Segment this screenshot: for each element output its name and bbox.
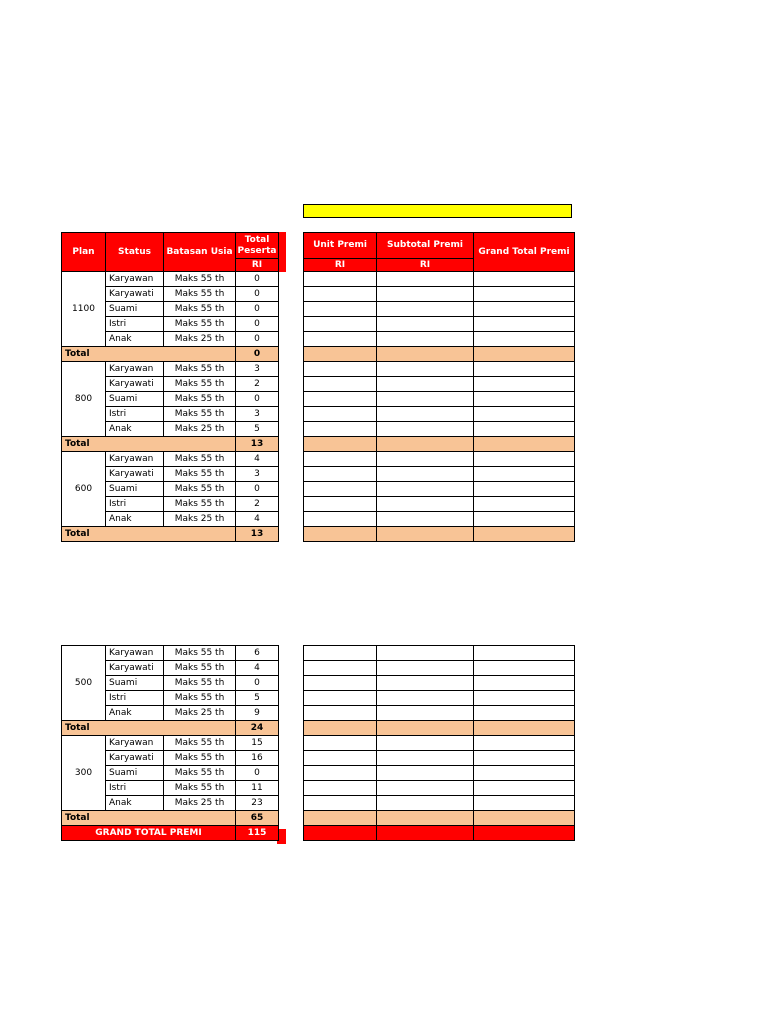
unit-premi-cell[interactable] (304, 452, 377, 467)
total-peserta-cell: 9 (236, 706, 279, 721)
grand-total-premi-cell[interactable] (474, 407, 575, 422)
subtotal-premi-cell[interactable] (377, 751, 474, 766)
col-total-peserta-header (236, 233, 279, 259)
total-peserta-cell: 4 (236, 512, 279, 527)
total-label: Total (62, 437, 236, 452)
grand-total-premi-cell[interactable] (474, 691, 575, 706)
subtotal-premi-cell[interactable] (377, 317, 474, 332)
batasan-usia-cell: Maks 55 th (164, 392, 236, 407)
subtotal-premi-total[interactable] (377, 527, 474, 542)
table-row (304, 706, 575, 721)
grand-total-premi-cell[interactable] (474, 362, 575, 377)
unit-premi-cell[interactable] (304, 781, 377, 796)
grand-total-premi-cell[interactable] (474, 332, 575, 347)
subtotal-premi-cell[interactable] (377, 272, 474, 287)
total-peserta-cell: 0 (236, 766, 279, 781)
grand-total-label: GRAND TOTAL PREMI (62, 826, 236, 841)
batasan-usia-cell: Maks 55 th (164, 766, 236, 781)
grand-unit-premi-cell[interactable] (304, 826, 377, 841)
table-row (304, 422, 575, 437)
total-row (62, 437, 279, 452)
unit-premi-cell[interactable] (304, 676, 377, 691)
batasan-usia-cell: Maks 55 th (164, 377, 236, 392)
total-peserta-cell: 0 (236, 676, 279, 691)
unit-premi-cell[interactable] (304, 362, 377, 377)
batasan-usia-cell: Maks 55 th (164, 407, 236, 422)
col-subtotal-premi-unit: RI (377, 259, 474, 272)
table-row (62, 452, 279, 467)
subtotal-premi-cell[interactable] (377, 497, 474, 512)
plan-cell: 800 (62, 362, 106, 437)
total-value: 13 (236, 527, 279, 542)
total-peserta-cell: 2 (236, 377, 279, 392)
batasan-usia-cell: Maks 55 th (164, 287, 236, 302)
subtotal-premi-cell[interactable] (377, 676, 474, 691)
batasan-usia-cell: Maks 25 th (164, 422, 236, 437)
status-cell: Suami (106, 392, 164, 407)
batasan-usia-cell: Maks 25 th (164, 332, 236, 347)
peserta-table-bottom (61, 645, 279, 841)
grand-total-premi-cell[interactable] (474, 796, 575, 811)
col-grand-total-premi-header: Grand Total Premi (474, 233, 575, 272)
total-row (62, 721, 279, 736)
grand-total-premi-cell[interactable] (474, 826, 575, 841)
grand-total-premi-cell[interactable] (474, 482, 575, 497)
unit-premi-cell[interactable] (304, 392, 377, 407)
table-row (304, 661, 575, 676)
status-cell: Karyawan (106, 452, 164, 467)
table-row (304, 317, 575, 332)
subtotal-premi-cell[interactable] (377, 362, 474, 377)
table-row (304, 452, 575, 467)
table-row (304, 781, 575, 796)
batasan-usia-cell: Maks 55 th (164, 272, 236, 287)
batasan-usia-cell: Maks 55 th (164, 302, 236, 317)
table-row (304, 736, 575, 751)
subtotal-premi-cell[interactable] (377, 482, 474, 497)
unit-premi-cell[interactable] (304, 512, 377, 527)
col-batasan-usia-header: Batasan Usia (164, 233, 236, 272)
unit-premi-total[interactable] (304, 811, 377, 826)
status-cell: Istri (106, 691, 164, 706)
total-value: 13 (236, 437, 279, 452)
grand-total-premi-cell[interactable] (474, 467, 575, 482)
total-row (304, 721, 575, 736)
subtotal-premi-cell[interactable] (377, 392, 474, 407)
total-peserta-cell: 3 (236, 467, 279, 482)
status-cell: Karyawati (106, 377, 164, 392)
unit-premi-cell[interactable] (304, 272, 377, 287)
table-row (62, 736, 279, 751)
status-cell: Karyawati (106, 467, 164, 482)
status-cell: Anak (106, 796, 164, 811)
unit-premi-total[interactable] (304, 721, 377, 736)
grand-total-premi-total[interactable] (474, 811, 575, 826)
subtotal-premi-total[interactable] (377, 347, 474, 362)
grand-total-premi-cell[interactable] (474, 302, 575, 317)
total-label: Total (62, 527, 236, 542)
col-subtotal-premi-header: Subtotal Premi (377, 233, 474, 259)
status-cell: Istri (106, 781, 164, 796)
table-row (304, 377, 575, 392)
table-row (304, 272, 575, 287)
total-peserta-cell: 11 (236, 781, 279, 796)
grand-total-premi-cell[interactable] (474, 287, 575, 302)
table-row (62, 272, 279, 287)
grand-total-premi-cell[interactable] (474, 706, 575, 721)
table-row (62, 362, 279, 377)
unit-premi-cell[interactable] (304, 467, 377, 482)
total-peserta-cell: 15 (236, 736, 279, 751)
unit-premi-cell[interactable] (304, 736, 377, 751)
table-row (304, 766, 575, 781)
subtotal-premi-total[interactable] (377, 437, 474, 452)
batasan-usia-cell: Maks 55 th (164, 676, 236, 691)
batasan-usia-cell: Maks 55 th (164, 781, 236, 796)
total-row (304, 811, 575, 826)
subtotal-premi-cell[interactable] (377, 452, 474, 467)
unit-premi-total[interactable] (304, 527, 377, 542)
subtotal-premi-cell[interactable] (377, 766, 474, 781)
subtotal-premi-cell[interactable] (377, 691, 474, 706)
grand-total-premi-cell[interactable] (474, 646, 575, 661)
table-row (304, 302, 575, 317)
subtotal-premi-total[interactable] (377, 811, 474, 826)
plan-cell: 1100 (62, 272, 106, 347)
status-cell: Suami (106, 676, 164, 691)
table-row (304, 751, 575, 766)
unit-premi-cell[interactable] (304, 332, 377, 347)
col-total-peserta-unit: RI (236, 259, 279, 272)
status-cell: Suami (106, 766, 164, 781)
total-value: 65 (236, 811, 279, 826)
table-row (304, 467, 575, 482)
unit-premi-cell[interactable] (304, 766, 377, 781)
status-cell: Karyawan (106, 646, 164, 661)
grand-total-premi-cell[interactable] (474, 392, 575, 407)
total-peserta-cell: 0 (236, 332, 279, 347)
grand-total-premi-cell[interactable] (474, 766, 575, 781)
total-value: 24 (236, 721, 279, 736)
table-row (304, 646, 575, 661)
grand-total-premi-total[interactable] (474, 347, 575, 362)
plan-cell: 500 (62, 646, 106, 721)
table-row (304, 796, 575, 811)
status-cell: Karyawati (106, 287, 164, 302)
subtotal-premi-cell[interactable] (377, 422, 474, 437)
total-peserta-line-2: Peserta (237, 245, 277, 256)
grand-total-row (304, 826, 575, 841)
total-peserta-cell: 16 (236, 751, 279, 766)
status-cell: Suami (106, 482, 164, 497)
status-cell: Anak (106, 512, 164, 527)
status-cell: Anak (106, 422, 164, 437)
table-row (304, 332, 575, 347)
unit-premi-cell[interactable] (304, 317, 377, 332)
subtotal-premi-cell[interactable] (377, 407, 474, 422)
total-row (62, 527, 279, 542)
table-row (304, 362, 575, 377)
batasan-usia-cell: Maks 55 th (164, 736, 236, 751)
grand-total-row (62, 826, 279, 841)
grand-total-premi-cell[interactable] (474, 512, 575, 527)
subtotal-premi-cell[interactable] (377, 512, 474, 527)
grand-total-premi-cell[interactable] (474, 272, 575, 287)
batasan-usia-cell: Maks 25 th (164, 512, 236, 527)
table-row (304, 497, 575, 512)
unit-premi-cell[interactable] (304, 691, 377, 706)
subtotal-premi-cell[interactable] (377, 796, 474, 811)
total-value: 0 (236, 347, 279, 362)
grand-total-premi-total[interactable] (474, 437, 575, 452)
status-cell: Istri (106, 407, 164, 422)
batasan-usia-cell: Maks 55 th (164, 646, 236, 661)
grand-total-premi-cell[interactable] (474, 497, 575, 512)
table-row (304, 691, 575, 706)
premi-table-bottom (303, 645, 575, 841)
total-row (62, 811, 279, 826)
batasan-usia-cell: Maks 55 th (164, 362, 236, 377)
unit-premi-cell[interactable] (304, 646, 377, 661)
subtotal-premi-cell[interactable] (377, 302, 474, 317)
total-peserta-cell: 2 (236, 497, 279, 512)
status-cell: Anak (106, 332, 164, 347)
total-peserta-cell: 4 (236, 661, 279, 676)
batasan-usia-cell: Maks 25 th (164, 706, 236, 721)
unit-premi-total[interactable] (304, 347, 377, 362)
batasan-usia-cell: Maks 25 th (164, 796, 236, 811)
batasan-usia-cell: Maks 55 th (164, 467, 236, 482)
unit-premi-cell[interactable] (304, 661, 377, 676)
unit-premi-cell[interactable] (304, 407, 377, 422)
total-peserta-cell: 4 (236, 452, 279, 467)
grand-total-premi-cell[interactable] (474, 661, 575, 676)
premi-table-top (303, 232, 575, 542)
grand-total-premi-cell[interactable] (474, 452, 575, 467)
unit-premi-cell[interactable] (304, 796, 377, 811)
batasan-usia-cell: Maks 55 th (164, 661, 236, 676)
table-row (62, 646, 279, 661)
table-row (304, 287, 575, 302)
col-unit-premi-header: Unit Premi (304, 233, 377, 259)
total-peserta-cell: 6 (236, 646, 279, 661)
total-row (62, 347, 279, 362)
subtotal-premi-cell[interactable] (377, 646, 474, 661)
unit-premi-cell[interactable] (304, 287, 377, 302)
unit-premi-cell[interactable] (304, 482, 377, 497)
total-peserta-cell: 3 (236, 407, 279, 422)
total-peserta-cell: 5 (236, 691, 279, 706)
status-cell: Istri (106, 497, 164, 512)
total-peserta-cell: 0 (236, 302, 279, 317)
subtotal-premi-cell[interactable] (377, 287, 474, 302)
grand-total-premi-cell[interactable] (474, 736, 575, 751)
grand-total-value: 115 (236, 826, 279, 841)
total-peserta-cell: 0 (236, 392, 279, 407)
grand-subtotal-premi-cell[interactable] (377, 826, 474, 841)
grand-total-premi-cell[interactable] (474, 422, 575, 437)
unit-premi-cell[interactable] (304, 706, 377, 721)
table-row (304, 407, 575, 422)
status-cell: Karyawan (106, 736, 164, 751)
grand-total-premi-cell[interactable] (474, 751, 575, 766)
total-label: Total (62, 347, 236, 362)
unit-premi-cell[interactable] (304, 497, 377, 512)
status-cell: Karyawan (106, 272, 164, 287)
batasan-usia-cell: Maks 55 th (164, 482, 236, 497)
table-row (304, 482, 575, 497)
unit-premi-cell[interactable] (304, 302, 377, 317)
status-cell: Anak (106, 706, 164, 721)
status-cell: Istri (106, 317, 164, 332)
status-cell: Karyawati (106, 661, 164, 676)
grand-total-premi-cell[interactable] (474, 317, 575, 332)
subtotal-premi-cell[interactable] (377, 736, 474, 751)
total-label: Total (62, 811, 236, 826)
batasan-usia-cell: Maks 55 th (164, 751, 236, 766)
table-row (304, 392, 575, 407)
table-row (304, 676, 575, 691)
total-row (304, 527, 575, 542)
total-peserta-cell: 5 (236, 422, 279, 437)
unit-premi-cell[interactable] (304, 422, 377, 437)
total-peserta-cell: 0 (236, 287, 279, 302)
status-cell: Karyawan (106, 362, 164, 377)
table-row (304, 512, 575, 527)
total-peserta-cell: 23 (236, 796, 279, 811)
total-peserta-cell: 3 (236, 362, 279, 377)
total-row (304, 347, 575, 362)
unit-premi-cell[interactable] (304, 377, 377, 392)
unit-premi-cell[interactable] (304, 751, 377, 766)
status-cell: Karyawati (106, 751, 164, 766)
subtotal-premi-cell[interactable] (377, 661, 474, 676)
col-status-header: Status (106, 233, 164, 272)
batasan-usia-cell: Maks 55 th (164, 691, 236, 706)
total-peserta-line-1: Total (244, 234, 270, 245)
batasan-usia-cell: Maks 55 th (164, 497, 236, 512)
total-peserta-cell: 0 (236, 317, 279, 332)
total-peserta-cell: 0 (236, 272, 279, 287)
subtotal-premi-cell[interactable] (377, 332, 474, 347)
plan-cell: 600 (62, 452, 106, 527)
highlight-bar (303, 204, 572, 218)
subtotal-premi-total[interactable] (377, 721, 474, 736)
col-plan-header: Plan (62, 233, 106, 272)
batasan-usia-cell: Maks 55 th (164, 317, 236, 332)
unit-premi-total[interactable] (304, 437, 377, 452)
total-row (304, 437, 575, 452)
subtotal-premi-cell[interactable] (377, 467, 474, 482)
batasan-usia-cell: Maks 55 th (164, 452, 236, 467)
grand-total-premi-total[interactable] (474, 527, 575, 542)
total-label: Total (62, 721, 236, 736)
subtotal-premi-cell[interactable] (377, 706, 474, 721)
grand-total-premi-cell[interactable] (474, 781, 575, 796)
status-cell: Suami (106, 302, 164, 317)
subtotal-premi-cell[interactable] (377, 781, 474, 796)
plan-cell: 300 (62, 736, 106, 811)
grand-total-premi-total[interactable] (474, 721, 575, 736)
subtotal-premi-cell[interactable] (377, 377, 474, 392)
peserta-table-top (61, 232, 279, 542)
grand-total-premi-cell[interactable] (474, 676, 575, 691)
col-unit-premi-unit: RI (304, 259, 377, 272)
total-peserta-cell: 0 (236, 482, 279, 497)
grand-total-premi-cell[interactable] (474, 377, 575, 392)
